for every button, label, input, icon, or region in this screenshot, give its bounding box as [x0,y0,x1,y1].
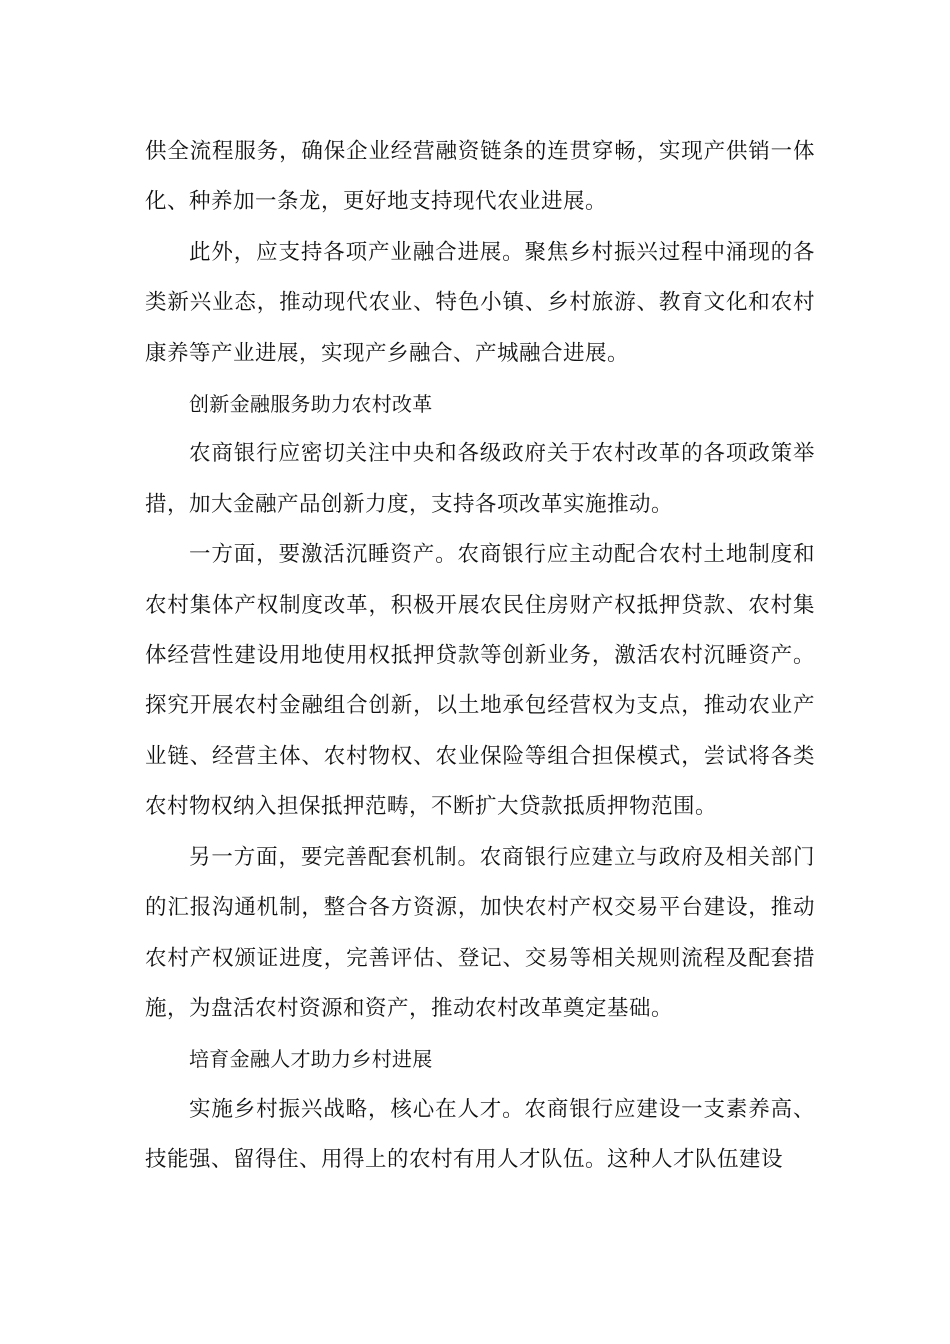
section-heading-talent: 培育金融人才助力乡村进展 [189,1047,433,1072]
section-heading-rural-reform: 创新金融服务助力农村改革 [189,392,433,417]
paragraph-industry-integration: 此外，应支持各项产业融合进展。聚焦乡村振兴过程中涌现的各类新兴业态，推动现代农业、特色小镇、乡村旅游、教育文化和农村康养等产业进展，实现产乡融合、产城融合进展。 [145,239,815,366]
paragraph-policy-focus: 农商银行应密切关注中央和各级政府关于农村改革的各项政策举措，加大金融产品创新力度，支持各项改革实施推动。 [145,441,815,517]
paragraph-supporting-mechanisms: 另一方面，要完善配套机制。农商银行应建立与政府及相关部门的汇报沟通机制，整合各方资源，加快农村产权交易平台建设，推动农村产权颁证进度，完善评估、登记、交易等相关规则流程及配套措施，为盘活农村资源和资产，推动农村改革奠定基础。 [145,844,815,1021]
document-body [145,127,815,1186]
paragraph-talent-strategy: 实施乡村振兴战略，核心在人才。农商银行应建设一支素养高、技能强、留得住、用得上的农村有用人才队伍。这种人才队伍建设 [145,1096,815,1173]
paragraph-continuation: 供全流程服务，确保企业经营融资链条的连贯穿畅，实现产供销一体化、种养加一条龙，更好地支持现代农业进展。 [145,139,815,215]
paragraph-activate-assets: 一方面，要激活沉睡资产。农商银行应主动配合农村土地制度和农村集体产权制度改革，积极开展农民住房财产权抵押贷款、农村集体经营性建设用地使用权抵押贷款等创新业务，激活农村沉睡资产。探究开展农村金融组合创新，以土地承包经营权为支点，推动农业产业链、经营主体、农村物权、农业保险等组合担保模式，尝试将各类农村物权纳入担保抵押范畴，不断扩大贷款抵质押物范围。 [145,542,815,820]
